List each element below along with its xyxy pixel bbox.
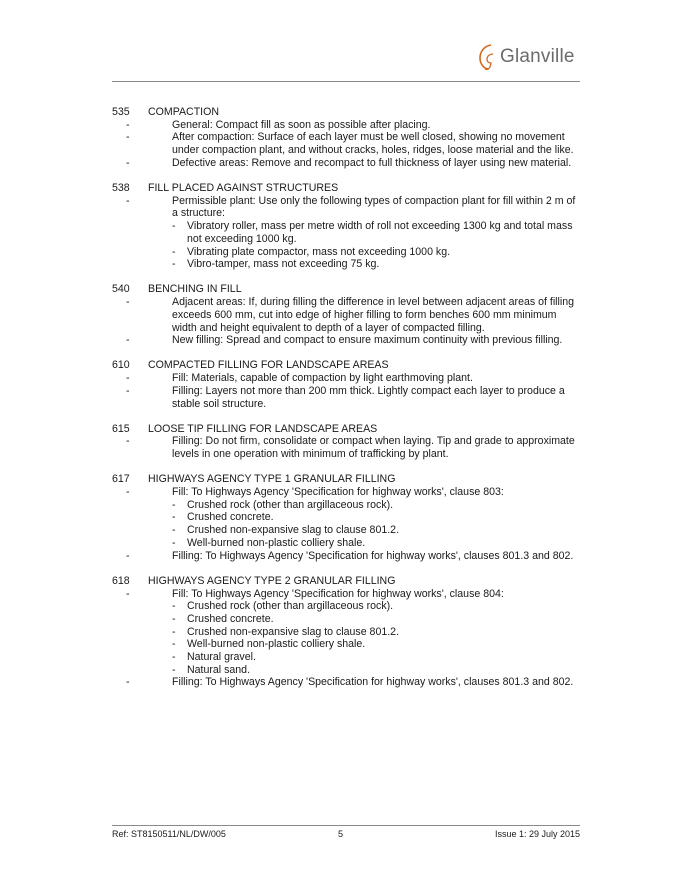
specification-content <box>112 106 582 702</box>
clause-item <box>148 550 582 563</box>
clause-item <box>148 486 582 550</box>
clause-body <box>148 575 582 689</box>
clause-title: COMPACTION <box>148 106 220 118</box>
clause-item <box>148 131 582 156</box>
clause-body <box>148 106 582 170</box>
clause-sub-item: - Crushed non-expansive slag to clause 801.2. <box>172 626 582 639</box>
footer-rule <box>112 825 580 826</box>
clause-number: 617 <box>112 473 130 486</box>
clause-item-text: - After compaction: Surface of each layer must be well closed, showing no movement under compaction plant, and without cracks, holes, ridges, loose material and the like. <box>172 131 574 157</box>
clause-538 <box>112 182 582 271</box>
clause-item-text: - Filling: To Highways Agency 'Specification for highway works', clauses 801.3 and 802. <box>172 676 574 689</box>
clause-item <box>148 435 582 460</box>
clause-body <box>148 473 582 562</box>
clause-sub-item: - Vibrating plate compactor, mass not exceeding 1000 kg. <box>172 246 582 259</box>
clause-number: 538 <box>112 182 130 195</box>
header-rule <box>112 81 580 82</box>
clause-sub-item: - Crushed concrete. <box>172 511 582 524</box>
page-number: 5 <box>338 829 344 839</box>
clause-535 <box>112 106 582 170</box>
clause-item <box>148 195 582 271</box>
clause-sub-item: - Crushed concrete. <box>172 613 582 626</box>
glanville-logo-mark-icon <box>476 42 498 72</box>
clause-sub-item: - Vibro-tamper, mass not exceeding 75 kg. <box>172 258 582 271</box>
clause-item <box>148 157 582 170</box>
footer-issue-date: Issue 1: 29 July 2015 <box>494 829 580 839</box>
clause-615 <box>112 423 582 461</box>
clause-item <box>148 119 582 132</box>
clause-title: FILL PLACED AGAINST STRUCTURES <box>148 182 339 195</box>
footer-reference: Ref: ST8150511/NL/DW/005 <box>112 829 226 839</box>
clause-body <box>148 359 582 410</box>
clause-sub-item: - Well-burned non-plastic colliery shale. <box>172 537 582 550</box>
clause-item-text: - Filling: Do not firm, consolidate or compact when laying. Tip and grade to approximate levels in one operation with minimum of trafficking by plant. <box>172 435 575 461</box>
clause-title: LOOSE TIP FILLING FOR LANDSCAPE AREAS <box>148 422 378 435</box>
clause-number: 615 <box>112 422 130 435</box>
clause-item <box>148 334 582 347</box>
clause-item <box>148 296 582 334</box>
clause-item-text: - Adjacent areas: If, during filling the difference in level between adjacent areas of filling exceeds 600 mm, cut into edge of higher filling to form benches 600 mm minimum width and height equivalent to depth of a layer of compacted filling. <box>172 296 575 334</box>
logo-text: Glanville <box>500 46 575 67</box>
page-footer <box>112 829 580 839</box>
clause-title: COMPACTED FILLING FOR LANDSCAPE AREAS <box>148 359 389 372</box>
clause-title: HIGHWAYS AGENCY TYPE 2 GRANULAR FILLING <box>148 574 396 587</box>
clause-body <box>148 182 582 271</box>
clause-item-text: - Filling: Layers not more than 200 mm thick. Lightly compact each layer to produce a stable soil structure. <box>172 384 565 410</box>
clause-item <box>148 588 582 677</box>
clause-item-text: - Fill: Materials, capable of compaction by light earthmoving plant. <box>172 372 473 385</box>
clause-sub-item: - Crushed rock (other than argillaceous rock). <box>172 600 582 613</box>
clause-540 <box>112 283 582 347</box>
clause-sub-item: - Crushed rock (other than argillaceous rock). <box>172 499 582 512</box>
clause-618 <box>112 575 582 689</box>
clause-number: 618 <box>112 574 130 587</box>
clause-item-text: - Filling: To Highways Agency 'Specification for highway works', clauses 801.3 and 802. <box>172 549 574 562</box>
clause-item-text: - General: Compact fill as soon as possible after placing. <box>172 118 431 131</box>
clause-item-text: - New filling: Spread and compact to ensure maximum continuity with previous filling. <box>172 334 563 347</box>
clause-title: BENCHING IN FILL <box>148 283 242 296</box>
clause-item-text: - Permissible plant: Use only the following types of compaction plant for fill within 2 m of a structure: <box>172 194 576 220</box>
clause-number: 540 <box>112 283 130 296</box>
clause-number: 535 <box>112 106 130 118</box>
clause-sub-item: - Natural gravel. <box>172 651 582 664</box>
clause-610 <box>112 359 582 410</box>
clause-item <box>148 385 582 410</box>
clause-sub-item: - Natural sand. <box>172 664 582 677</box>
glanville-logo <box>476 42 575 72</box>
clause-item-text: - Fill: To Highways Agency 'Specification for highway works', clause 803: <box>172 486 504 499</box>
clause-body <box>148 283 582 347</box>
clause-title: HIGHWAYS AGENCY TYPE 1 GRANULAR FILLING <box>148 473 396 486</box>
clause-sub-item: - Crushed non-expansive slag to clause 801.2. <box>172 524 582 537</box>
clause-item <box>148 372 582 385</box>
clause-item <box>148 676 582 689</box>
clause-617 <box>112 473 582 562</box>
clause-body <box>148 423 582 461</box>
clause-number: 610 <box>112 359 130 372</box>
clause-item-text: - Defective areas: Remove and recompact to full thickness of layer using new material. <box>172 156 572 169</box>
clause-sub-item: - Vibratory roller, mass per metre width of roll not exceeding 1300 kg and total mass not exceeding 1000 kg. <box>172 220 582 245</box>
clause-item-text: - Fill: To Highways Agency 'Specification for highway works', clause 804: <box>172 587 504 600</box>
clause-sub-item: - Well-burned non-plastic colliery shale. <box>172 638 582 651</box>
